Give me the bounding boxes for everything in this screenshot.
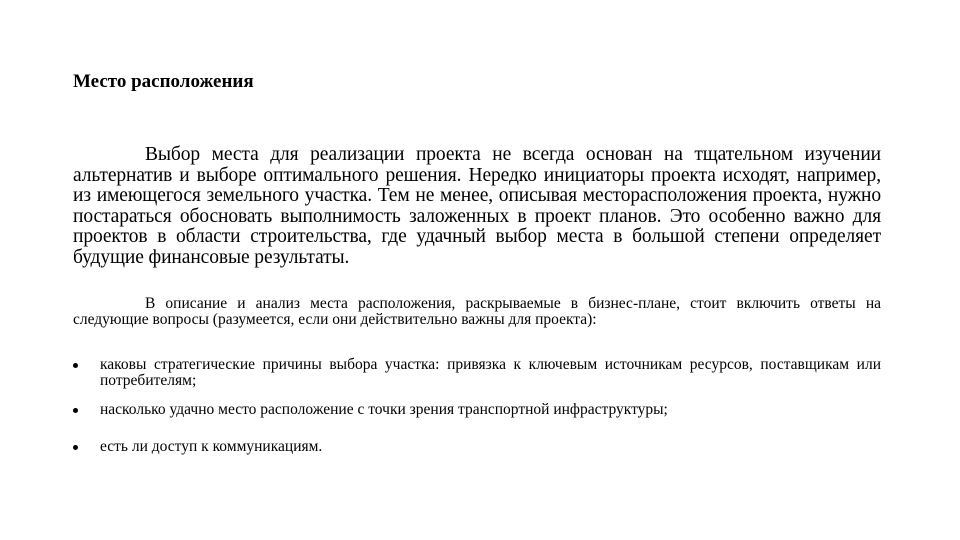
main-paragraph: Выбор места для реализации проекта не всегда основан на тщательном изучении альтернатив и выборе оптимального решения. Нередко инициаторы проекта исходят, например, из имеющегося земельного участка. Тем не менее, описывая месторасположения проекта, нужно постараться обосновать выполнимость заложенных в проект планов. Это особенно важно для проектов в области строительства, где удачный выбор места в большой степени определяет будущие финансовые результаты. — [73, 144, 881, 268]
intro-paragraph: В описание и анализ места расположения, раскрываемые в бизнес-плане, стоит включить ответы на следующие вопросы (разумеется, если они действительно важны для проекта): — [73, 295, 881, 328]
question-list — [73, 357, 881, 455]
list-item — [73, 439, 881, 455]
list-item-text: каковы стратегические причины выбора участка: привязка к ключевым источникам ресурсов, поставщикам или потребителям; — [100, 356, 881, 389]
list-item-text: есть ли доступ к коммуникациям. — [100, 438, 323, 455]
list-item-text: насколько удачно место расположение с точки зрения транспортной инфраструктуры; — [100, 401, 668, 418]
list-item — [73, 402, 881, 439]
bullet-dot-icon — [73, 445, 78, 450]
list-item — [73, 357, 881, 402]
page-title: Место расположения — [73, 71, 254, 92]
bullet-dot-icon — [73, 408, 78, 413]
bullet-dot-icon — [73, 363, 78, 368]
